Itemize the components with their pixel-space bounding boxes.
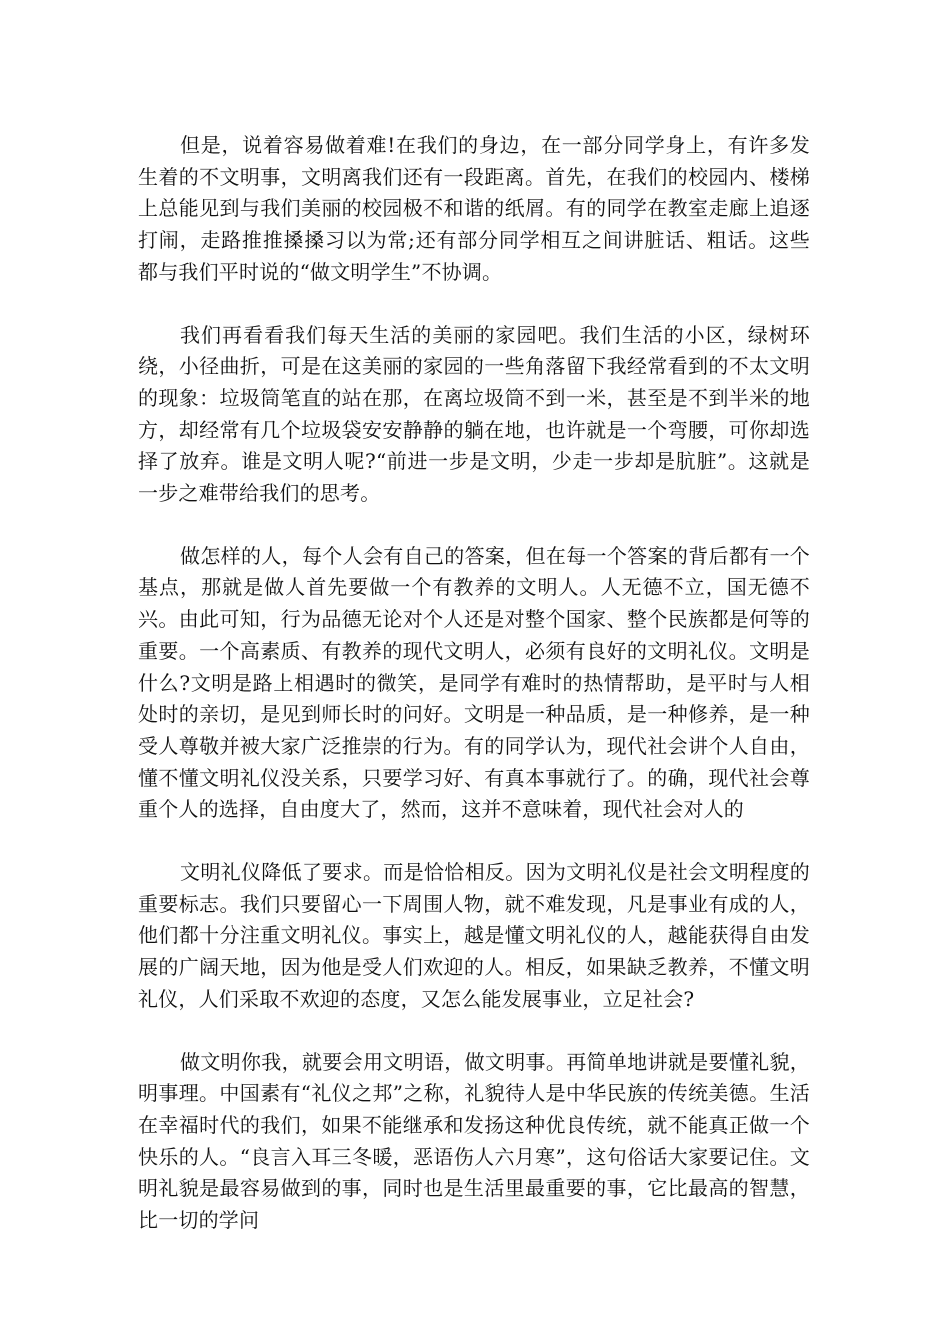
paragraph-4: 文明礼仪降低了要求。而是恰恰相反。因为文明礼仪是社会文明程度的重要标志。我们只要留心一下周围人物，就不难发现，凡是事业有成的人，他们都十分注重文明礼仪。事实上，越是懂文明礼仪的人，越能获得自由发展的广阔天地，因为他是受人们欢迎的人。相反，如果缺乏教养，不懂文明礼仪，人们采取不欢迎的态度，又怎么能发展事业，立足社会? (138, 860, 810, 1011)
paragraph-2: 我们再看看我们每天生活的美丽的家园吧。我们生活的小区，绿树环绕，小径曲折，可是在这美丽的家园的一些角落留下我经常看到的不太文明的现象：垃圾筒笔直的站在那，在离垃圾筒不到一米，甚至是不到半米的地方，却经常有几个垃圾袋安安静静的躺在地，也许就是一个弯腰，可你却选择了放弃。谁是文明人呢?“前进一步是文明，少走一步却是肮脏”。这就是一步之难带给我们的思考。 (138, 322, 810, 506)
paragraph-spacer (138, 1016, 810, 1047)
paragraph-spacer (138, 289, 810, 320)
paragraph-3: 做怎样的人，每个人会有自己的答案，但在每一个答案的背后都有一个基点，那就是做人首先要做一个有教养的文明人。人无德不立，国无德不兴。由此可知，行为品德无论对个人还是对整个国家、整个民族都是何等的重要。一个高素质、有教养的现代文明人，必须有良好的文明礼仪。文明是什么?文明是路上相遇时的微笑，是同学有难时的热情帮助，是平时与人相处时的亲切，是见到师长时的问好。文明是一种品质，是一种修养，是一种受人尊敬并被大家广泛推崇的行为。有的同学认为，现代社会讲个人自由，懂不懂文明礼仪没关系，只要学习好、有真本事就行了。的确，现代社会尊重个人的选择，自由度大了，然而，这并不意味着，现代社会对人的 (138, 543, 810, 822)
paragraph-spacer (138, 826, 810, 857)
paragraph-1: 但是，说着容易做着难!在我们的身边，在一部分同学身上，有许多发生着的不文明事，文明离我们还有一段距离。首先，在我们的校园内、楼梯上总能见到与我们美丽的校园极不和谐的纸屑。有的同学在教室走廊上追逐打闹，走路推推搡搡习以为常;还有部分同学相互之间讲脏话、粗话。这些都与我们平时说的“做文明学生”不协调。 (138, 133, 810, 284)
document-body (138, 130, 810, 1237)
paragraph-5: 做文明你我，就要会用文明语，做文明事。再简单地讲就是要懂礼貌，明事理。中国素有“礼仪之邦”之称，礼貌待人是中华民族的传统美德。生活在幸福时代的我们，如果不能继承和发扬这种优良传统，就不能真正做一个快乐的人。“良言入耳三冬暖，恶语伤人六月寒”，这句俗话大家要记住。文明礼貌是最容易做到的事，同时也是生活里最重要的事，它比最高的智慧，比一切的学问 (138, 1049, 810, 1233)
paragraph-spacer (138, 510, 810, 541)
